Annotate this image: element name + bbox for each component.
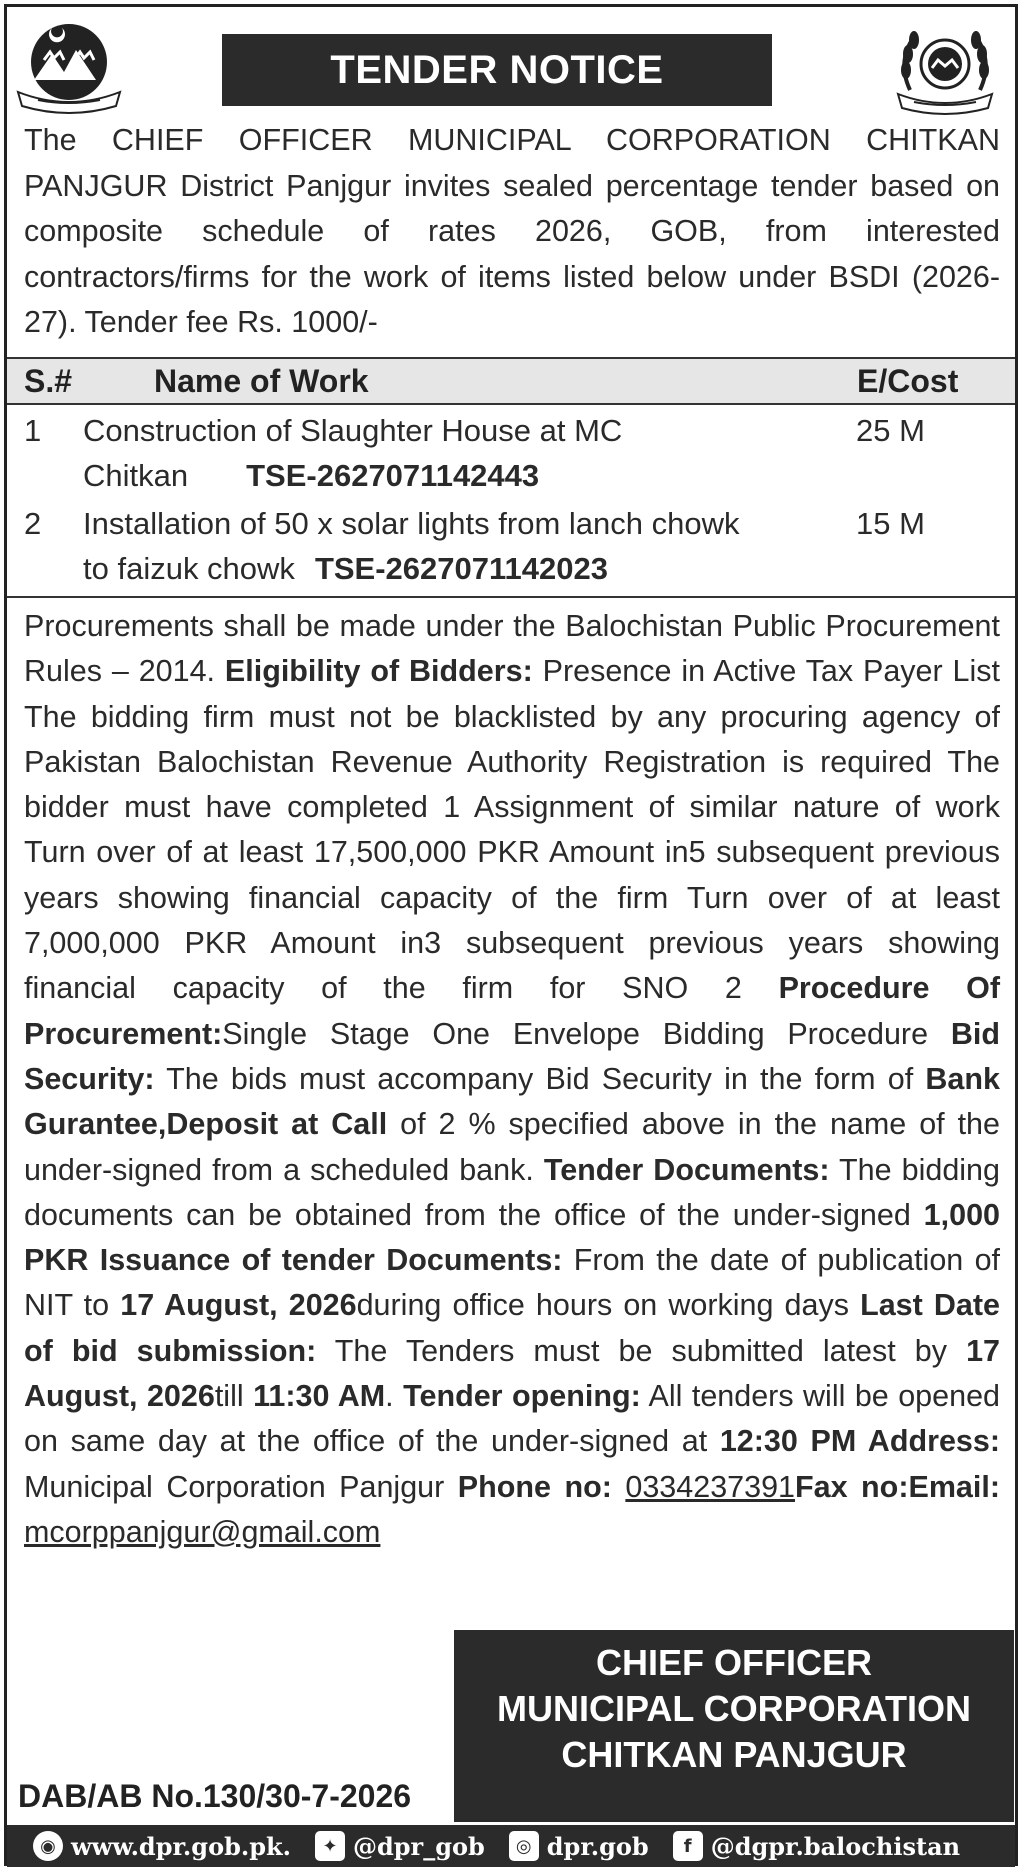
signature-line: MUNICIPAL CORPORATION: [497, 1688, 971, 1729]
table-header: [7, 357, 1015, 405]
row-cost: 15 M: [856, 506, 925, 541]
instagram-icon: ◎: [509, 1831, 539, 1861]
balochistan-emblem-icon: [14, 20, 124, 120]
row-sno: 2: [24, 506, 42, 541]
twitter-icon: ✦: [315, 1831, 345, 1861]
signature-line: CHITKAN PANJGUR: [561, 1734, 907, 1775]
col-sno: S.#: [24, 363, 73, 399]
laurel-emblem-icon: [890, 20, 1000, 120]
page-title: TENDER NOTICE: [222, 34, 772, 106]
tse-number: TSE-2627071142023: [314, 551, 608, 586]
row-cost: 25 M: [856, 413, 925, 448]
email-address: mcorppanjgur@gmail.com: [24, 1514, 381, 1549]
col-ecost: E/Cost: [857, 363, 959, 399]
tse-number: TSE-2627071142443: [246, 458, 540, 493]
globe-icon: ◉: [33, 1831, 63, 1861]
instagram-handle[interactable]: dpr.gob: [546, 1831, 649, 1861]
signature-line: CHIEF OFFICER: [596, 1642, 872, 1683]
row-work-line1: Installation of 50 x solar lights from lanch chowk: [83, 506, 740, 541]
row-work-line2: Chitkan: [83, 458, 189, 493]
footer-bar: [7, 1825, 1015, 1867]
row-work-line2: to faizuk chowk: [83, 551, 295, 586]
tender-terms-paragraph: Procurements shall be made under the Balochistan Public Procurement Rules – 2014. Eligibility of Bidders: Presence in Active Tax Payer List The bidding firm must not be blacklisted by any procuring agency of Pakistan Balochistan Revenue Authority Registration is required The bidder must have completed 1 Assignment of similar nature of work Turn over of at least 17,500,000 PKR Amount in5 subsequent previous years showing financial capacity of the firm Turn over of at least 7,000,000 PKR Amount in3 subsequent previous years showing financial capacity of the firm for SNO 2 Procedure Of Procurement:Single Stage One Envelope Bidding Procedure Bid Security: The bids must accompany Bid Security in the form of Bank Gurantee,Deposit at Call of 2 % specified above in the name of the under-signed from a scheduled bank. Tender Documents: The bidding documents can be obtained from the office of the under-signed 1,000 PKR Issuance of tender Documents: From the date of publication of NIT to 17 August, 2026during office hours on working days Last Date of bid submission: The Tenders must be submitted latest by 17 August, 2026till 11:30 AM. Tender opening: All tenders will be opened on same day at the office of the under-signed at 12:30 PM Address: Municipal Corporation Panjgur Phone no: 0334237391Fax no:Email: mcorppanjgur@gmail.com: [24, 609, 1001, 1549]
balochistan-logo: [14, 20, 124, 120]
twitter-handle[interactable]: @dpr_gob: [352, 1831, 485, 1861]
phone-number: 0334237391: [625, 1469, 796, 1504]
facebook-handle[interactable]: @dgpr.balochistan: [710, 1831, 961, 1861]
reference-number: DAB/AB No.130/30-7-2026: [18, 1778, 412, 1814]
dgpr-logo: [890, 20, 1000, 120]
intro-paragraph: The CHIEF OFFICER MUNICIPAL CORPORATION CHITKAN PANJGUR District Panjgur invites sealed percentage tender based on composite schedule of rates 2026, GOB, from interested contractors/firms for the work of items listed below under BSDI (2026-27). Tender fee Rs. 1000/-: [24, 123, 1000, 339]
row-work-line1: Construction of Slaughter House at MC: [83, 413, 623, 448]
col-name-of-work: Name of Work: [154, 363, 369, 399]
table-bottom-divider: [7, 596, 1015, 598]
signature-block: [454, 1630, 1014, 1822]
website-link[interactable]: www.dpr.gob.pk.: [71, 1831, 291, 1861]
facebook-icon: f: [673, 1831, 703, 1861]
row-sno: 1: [24, 413, 42, 448]
